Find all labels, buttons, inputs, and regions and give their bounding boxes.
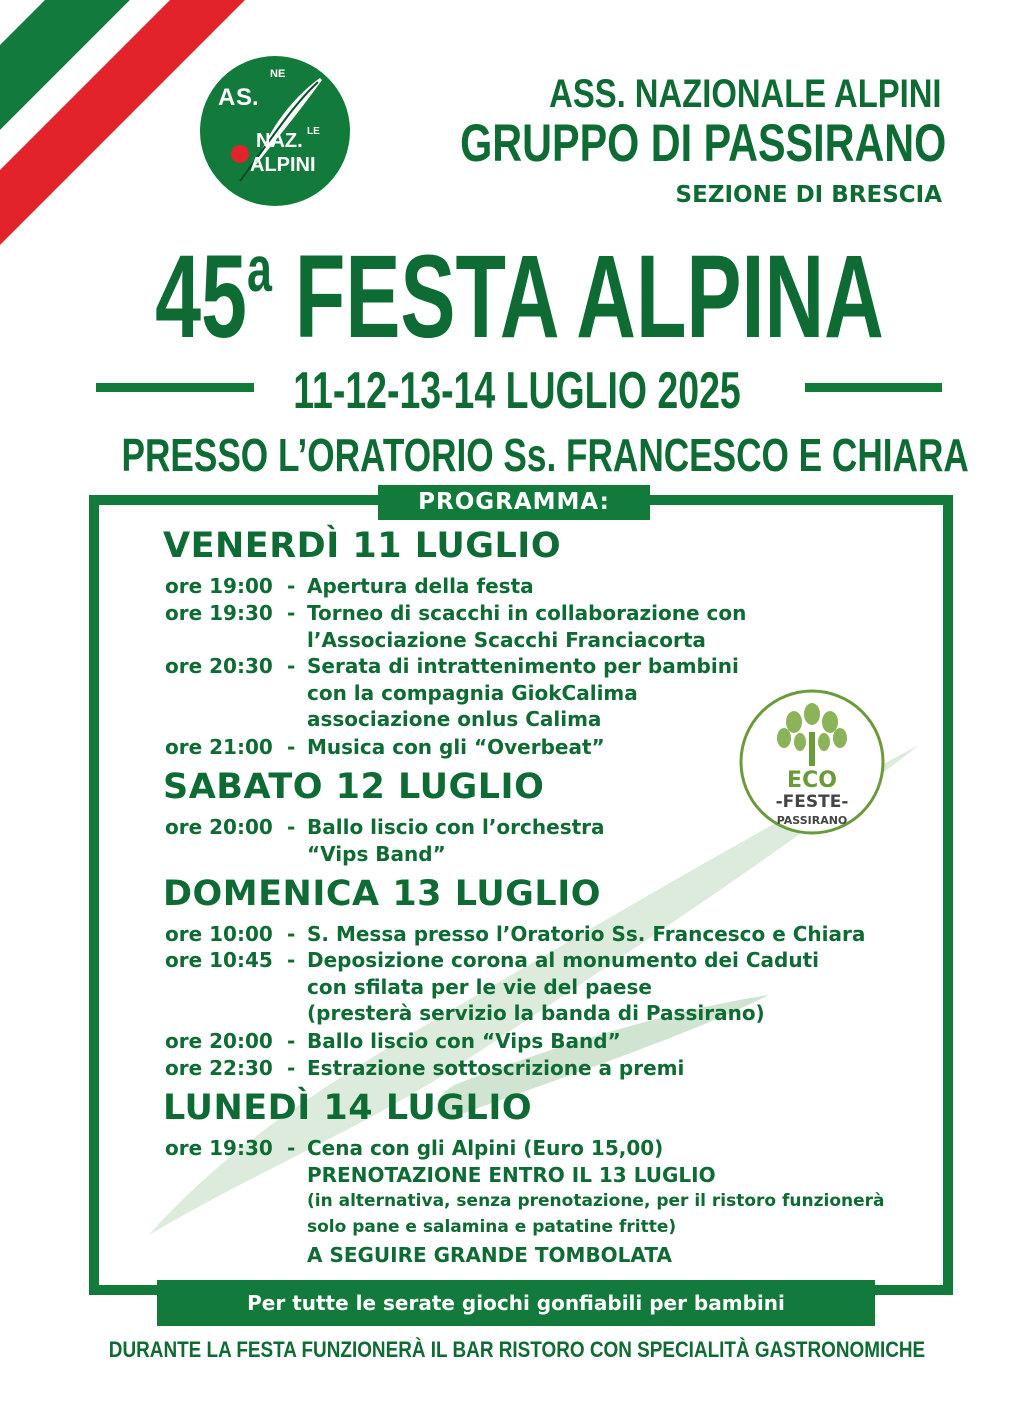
item-time: ore 20:00	[165, 815, 273, 839]
item-text: Musica con gli “Overbeat”	[307, 735, 605, 759]
item-time: ore 19:00	[165, 574, 273, 598]
item-text: S. Messa presso l’Oratorio Ss. Francesco e Chiara	[307, 922, 866, 946]
program-item: ore 19:30 - Torneo di scacchi in collaborazione con l’Associazione Scacchi Franciacorta	[165, 600, 905, 653]
header-section: SEZIONE DI BRESCIA	[675, 182, 942, 208]
eco-text: ECO	[787, 768, 837, 793]
event-number: 45	[155, 231, 247, 363]
day-heading-saturday: SABATO 12 LUGLIO	[163, 767, 545, 807]
program-item: ore 10:45 - Deposizione corona al monumento dei Caduti con sfilata per le vie del paese (presterà servizio la banda di Passirano)	[165, 947, 905, 1027]
logo-letter: A	[218, 84, 236, 111]
day-heading-friday: VENERDÌ 11 LUGLIO	[163, 526, 562, 566]
header-group: GRUPPO DI PASSIRANO	[459, 114, 946, 173]
event-title-text: FESTA ALPINA	[294, 231, 884, 363]
item-text: Deposizione corona al monumento dei Caduti con sfilata per le vie del paese (presterà servizio la banda di Passirano)	[307, 948, 820, 1025]
footer-note: DURANTE LA FESTA FUNZIONERÀ IL BAR RISTORO CON SPECIALITÀ GASTRONOMICHE	[108, 1337, 926, 1362]
event-title	[155, 231, 884, 363]
item-time: ore 10:45	[165, 948, 273, 972]
program-item: ore 19:30 - Cena con gli Alpini (Euro 15,00) PRENOTAZIONE ENTRO IL 13 LUGLIO (in alternativa, senza prenotazione, per il ristoro funzionerà solo pane e salamina e patatine fritte) A SEGUIRE GRANDE TOMBOLATA	[165, 1135, 905, 1269]
item-time: ore 20:30	[165, 654, 273, 678]
item-text: Estrazione sottoscrizione a premi	[307, 1056, 685, 1080]
item-closing: A SEGUIRE GRANDE TOMBOLATA	[307, 1243, 672, 1267]
program-item: ore 19:00 - Apertura della festa	[165, 573, 905, 600]
program-item: ore 21:00 - Musica con gli “Overbeat”	[165, 734, 905, 761]
event-venue: PRESSO L’ORATORIO Ss. FRANCESCO E CHIARA	[121, 429, 969, 481]
logo-letter: S.	[236, 84, 259, 111]
inflatables-banner: Per tutte le serate giochi gonfiabili per bambini	[157, 1280, 875, 1326]
program-item: ore 20:30 - Serata di intrattenimento per bambini con la compagnia GiokCalima associazione onlus Calima	[165, 653, 905, 733]
item-time: ore 19:30	[165, 1136, 273, 1160]
item-time: ore 19:30	[165, 601, 273, 625]
event-ordinal: a	[246, 233, 272, 305]
program-item: ore 10:00 - S. Messa presso l’Oratorio Ss. Francesco e Chiara	[165, 921, 905, 948]
item-text: Torneo di scacchi in collaborazione con l’Associazione Scacchi Franciacorta	[307, 601, 747, 652]
ana-logo	[200, 56, 350, 206]
program-item: ore 20:00 - Ballo liscio con l’orchestra “Vips Band”	[165, 814, 905, 867]
item-text: Cena con gli Alpini (Euro 15,00) PRENOTAZIONE ENTRO IL 13 LUGLIO	[307, 1136, 716, 1187]
logo-letter: NE	[270, 68, 286, 80]
passirano-text: PASSIRANO	[776, 814, 848, 827]
program-label: PROGRAMMA:	[378, 485, 650, 520]
item-time: ore 21:00	[165, 735, 273, 759]
item-text: Apertura della festa	[307, 574, 534, 598]
item-time: ore 10:00	[165, 922, 273, 946]
item-text: Ballo liscio con l’orchestra “Vips Band”	[307, 815, 605, 866]
item-text: Serata di intrattenimento per bambini con la compagnia GiokCalima associazione onlus Calima	[307, 654, 739, 731]
event-dates: 11-12-13-14 LUGLIO 2025	[293, 362, 741, 420]
header-association: ASS. NAZIONALE ALPINI	[549, 72, 942, 116]
day-heading-monday: LUNEDÌ 14 LUGLIO	[163, 1088, 533, 1128]
day-heading-sunday: DOMENICA 13 LUGLIO	[163, 874, 601, 914]
feste-text: -FESTE-	[775, 792, 849, 812]
logo-letter: LE	[307, 126, 320, 137]
item-time: ore 22:30	[165, 1056, 273, 1080]
program-item: ore 22:30 - Estrazione sottoscrizione a premi	[165, 1055, 905, 1082]
item-text: Ballo liscio con “Vips Band”	[307, 1029, 621, 1053]
item-time: ore 20:00	[165, 1029, 273, 1053]
program-item: ore 20:00 - Ballo liscio con “Vips Band”	[165, 1028, 905, 1055]
item-note: (in alternativa, senza prenotazione, per il ristoro funzionerà solo pane e salamina e patatine fritte)	[307, 1191, 885, 1237]
logo-text: ALPINI	[250, 154, 316, 176]
eco-feste-badge	[738, 688, 886, 836]
logo-letter: NAZ.	[256, 130, 303, 152]
